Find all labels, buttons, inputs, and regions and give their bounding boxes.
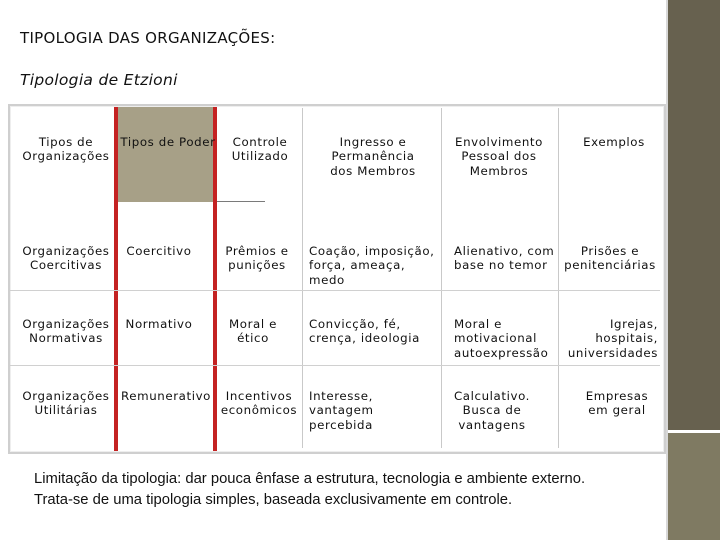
table-cell-examples: Prisões e penitenciárias [564, 244, 656, 273]
table-cell-involvement: Calculativo. Busca de vantagens [453, 389, 531, 432]
table-cell-org-type: Organizações Utilitárias [22, 389, 110, 418]
table-cell-membership: Interesse, vantagem percebida [309, 389, 374, 432]
table-cell-control: Prêmios e punições [225, 244, 289, 273]
table-cell-examples: Igrejas, hospitais, universidades [567, 317, 658, 360]
page-subtitle: Tipologia de Etzioni [20, 71, 178, 89]
table-cell-power-type: Normativo [125, 317, 193, 331]
column-divider [441, 108, 442, 448]
header-cell: Controle Utilizado [231, 135, 289, 164]
header-cell: Tipos de Organizações [22, 135, 110, 164]
footer-line-limitation: Limitação da tipologia: dar pouca ênfase a estrutura, tecnologia e ambiente externo. [34, 471, 586, 487]
header-cell: Ingresso e Permanência dos Membros [330, 135, 416, 178]
table-cell-membership: Coação, imposição, força, ameaça, medo [309, 244, 435, 287]
header-cell: Tipos de Poder [120, 135, 216, 149]
header-cell: Exemplos [583, 135, 645, 149]
sidebar-dark-panel [668, 0, 720, 430]
table-cell-membership: Convicção, fé, crença, ideologia [309, 317, 420, 346]
table-cell-power-type: Remunerativo [120, 389, 211, 403]
row-divider [10, 290, 660, 291]
table-cell-org-type: Organizações Normativas [22, 317, 110, 346]
column-divider [558, 108, 559, 448]
column-divider [302, 108, 303, 448]
table-cell-control: Moral e ético [229, 317, 277, 346]
page-title: TIPOLOGIA DAS ORGANIZAÇÕES: [20, 29, 276, 47]
footer-notes [34, 469, 585, 511]
footer-line-simplicity: Trata-se de uma tipologia simples, baseada exclusivamente em controle. [34, 492, 513, 508]
header-cell: Envolvimento Pessoal dos Membros [455, 135, 543, 178]
row-divider [10, 365, 660, 366]
table-cell-control: Incentivos econômicos [220, 389, 298, 418]
table-cell-org-type: Organizações Coercitivas [22, 244, 110, 273]
table-cell-involvement: Moral e motivacional autoexpressão [454, 317, 549, 360]
table-cell-involvement: Alienativo, com base no temor [454, 244, 555, 273]
table-cell-power-type: Coercitivo [126, 244, 192, 258]
header-rule [217, 201, 265, 202]
table-cell-examples: Empresas em geral [585, 389, 649, 418]
sidebar-bottom-panel [668, 433, 720, 540]
